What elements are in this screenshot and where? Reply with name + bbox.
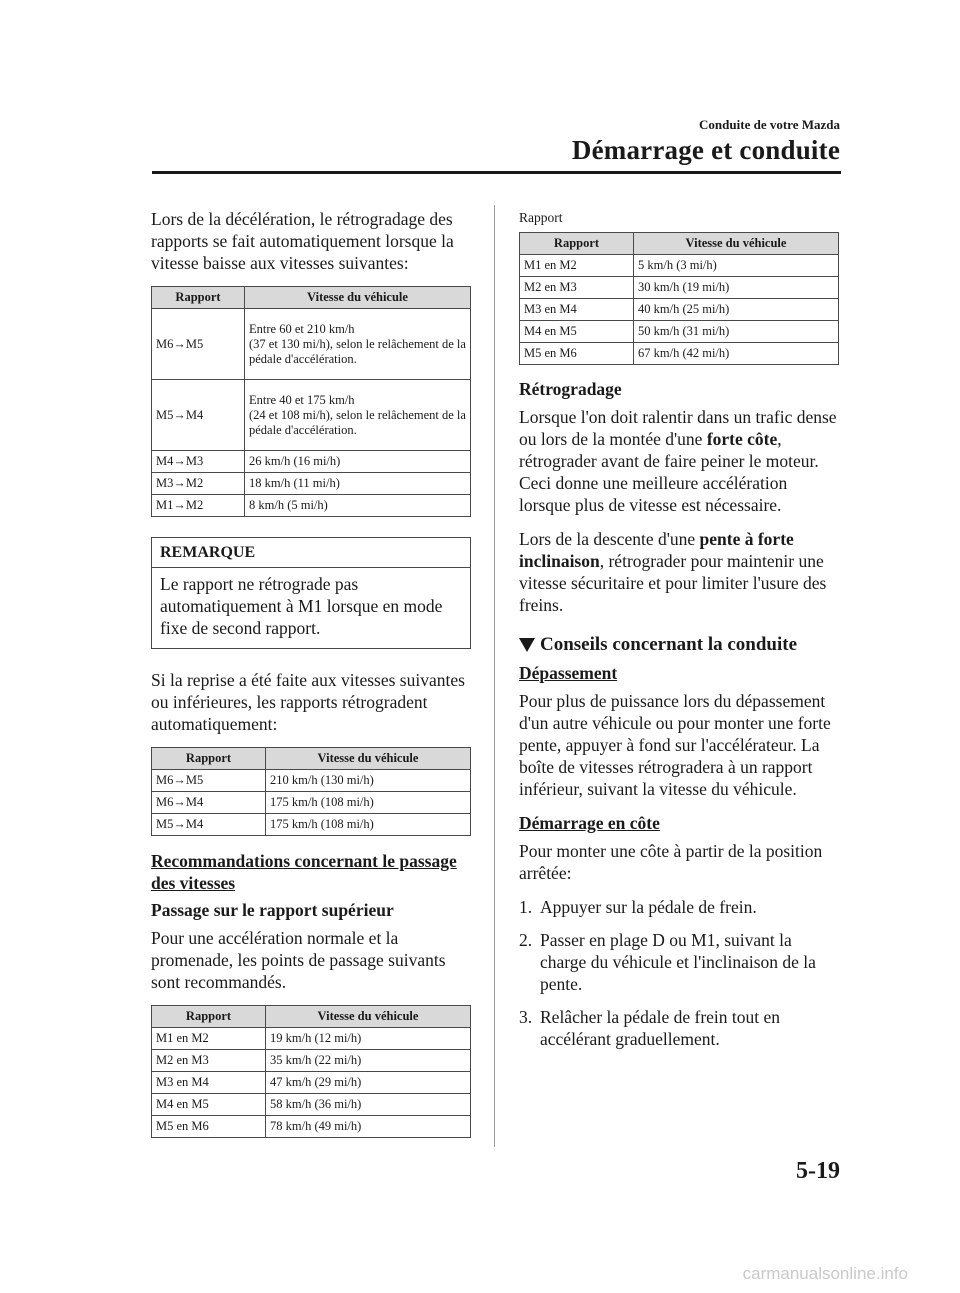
table-cell-gear: M4 en M5: [152, 1094, 266, 1116]
table-cell-gear: M3→M2: [152, 473, 245, 495]
table-cell-gear: M6→M5: [152, 309, 245, 380]
list-item: 2. Passer en plage D ou M1, suivant la charge du véhicule et l'inclinaison de la pente.: [519, 930, 816, 994]
table-cell-gear: M2 en M3: [520, 277, 634, 299]
table-row: [152, 814, 471, 836]
table-cell-speed: 78 km/h (49 mi/h): [266, 1116, 471, 1138]
table-row: [520, 277, 839, 299]
table-header-gear: Rapport: [520, 233, 634, 255]
moderate-upshift-table: [519, 232, 839, 365]
list-item: 1. Appuyer sur la pédale de frein.: [519, 897, 757, 917]
table-header-gear: Rapport: [152, 287, 245, 309]
table-cell-gear: M1→M2: [152, 495, 245, 517]
table-caption: Rapport: [519, 210, 563, 225]
table-cell-speed: Entre 40 et 175 km/h (24 et 108 mi/h), selon le relâchement de la pédale d'accélération.: [245, 380, 471, 451]
table-cell-gear: M3 en M4: [152, 1072, 266, 1094]
table-header-speed: Vitesse du véhicule: [245, 287, 471, 309]
table-cell-gear: M1 en M2: [152, 1028, 266, 1050]
table-cell-speed: 47 km/h (29 mi/h): [266, 1072, 471, 1094]
table-cell-speed: 35 km/h (22 mi/h): [266, 1050, 471, 1072]
downshift-paragraph-1: Lorsque l'on doit ralentir dans un trafic dense ou lors de la montée d'une forte côte, rétrograder avant de faire peiner le moteur. Ceci donne une meilleure accélération lorsque plus de vitesse est nécessaire.: [519, 407, 837, 515]
hill-start-heading: Démarrage en côte: [519, 813, 660, 833]
table-row: [152, 1050, 471, 1072]
table-cell-speed: 175 km/h (108 mi/h): [266, 814, 471, 836]
table-cell-speed: 58 km/h (36 mi/h): [266, 1094, 471, 1116]
table-cell-speed: 18 km/h (11 mi/h): [245, 473, 471, 495]
table-cell-gear: M1 en M2: [520, 255, 634, 277]
table-cell-speed: Entre 60 et 210 km/h (37 et 130 mi/h), selon le relâchement de la pédale d'accélération.: [245, 309, 471, 380]
driving-tips-heading: Conseils concernant la conduite: [519, 634, 839, 656]
watermark: carmanualsonline.info: [742, 1264, 908, 1283]
chapter-title: Démarrage et conduite: [571, 135, 840, 165]
table-row: [152, 770, 471, 792]
table-cell-gear: M3 en M4: [520, 299, 634, 321]
table-cell-speed: 40 km/h (25 mi/h): [634, 299, 839, 321]
table-row: [152, 495, 471, 517]
table-header-row: [152, 748, 471, 770]
table-cell-gear: M4→M3: [152, 451, 245, 473]
table-cell-speed: 67 km/h (42 mi/h): [634, 343, 839, 365]
table-row: [520, 255, 839, 277]
left-column: [151, 208, 471, 1138]
remark-body: Le rapport ne rétrograde pas automatiquement à M1 lorsque en mode fixe de second rapport.: [160, 574, 443, 638]
table-cell-speed: 210 km/h (130 mi/h): [266, 770, 471, 792]
table-header-row: [152, 1006, 471, 1028]
table-row: [152, 1028, 471, 1050]
downshift-heading: Rétrogradage: [519, 379, 622, 399]
table-cell-speed: 50 km/h (31 mi/h): [634, 321, 839, 343]
table-cell-speed: 175 km/h (108 mi/h): [266, 792, 471, 814]
table-row: [152, 473, 471, 495]
right-column: [519, 210, 839, 1061]
table-row: [152, 1116, 471, 1138]
table-cell-speed: 8 km/h (5 mi/h): [245, 495, 471, 517]
table-cell-gear: M2 en M3: [152, 1050, 266, 1072]
table-row: [152, 380, 471, 451]
table-cell-speed: 19 km/h (12 mi/h): [266, 1028, 471, 1050]
table-cell-speed: 5 km/h (3 mi/h): [634, 255, 839, 277]
kickdown-table: [151, 747, 471, 836]
hill-start-steps: [519, 896, 839, 1050]
table-cell-speed: 26 km/h (16 mi/h): [245, 451, 471, 473]
chapter-subtitle: Conduite de votre Mazda: [699, 117, 840, 132]
page-number: 5-19: [796, 1158, 840, 1184]
upshift-table: [151, 1005, 471, 1138]
table-header-row: [152, 287, 471, 309]
table-cell-gear: M5→M4: [152, 814, 266, 836]
shift-reco-heading: Recommandations concernant le passage des vitesses: [151, 851, 457, 893]
hill-start-text: Pour monter une côte à partir de la position arrêtée:: [519, 841, 823, 883]
table-header-row: [520, 233, 839, 255]
table-header-speed: Vitesse du véhicule: [266, 1006, 471, 1028]
table-row: [520, 321, 839, 343]
table-header-speed: Vitesse du véhicule: [634, 233, 839, 255]
kickdown-intro: Si la reprise a été faite aux vitesses suivantes ou inférieures, les rapports rétrogradent automatiquement:: [151, 670, 465, 734]
table-row: [520, 343, 839, 365]
table-row: [520, 299, 839, 321]
list-item: 3. Relâcher la pédale de frein tout en accélérant graduellement.: [519, 1007, 781, 1049]
table-cell-gear: M5 en M6: [520, 343, 634, 365]
remark-title: REMARQUE: [152, 538, 470, 568]
table-cell-gear: M6→M4: [152, 792, 266, 814]
table-header-gear: Rapport: [152, 1006, 266, 1028]
decel-downshift-table: [151, 286, 471, 517]
remark-box: [151, 537, 471, 649]
table-cell-speed: 30 km/h (19 mi/h): [634, 277, 839, 299]
table-header-speed: Vitesse du véhicule: [266, 748, 471, 770]
table-row: [152, 309, 471, 380]
table-cell-gear: M6→M5: [152, 770, 266, 792]
passing-heading: Dépassement: [519, 663, 618, 683]
triangle-down-icon: [519, 638, 535, 652]
header-rule: [152, 171, 841, 174]
column-divider: [494, 205, 495, 1147]
table-row: [152, 1094, 471, 1116]
downshift-paragraph-2: Lors de la descente d'une pente à forte inclinaison, rétrograder pour maintenir une vitesse sécuritaire et pour limiter l'usure des freins.: [519, 529, 827, 615]
upshift-heading: Passage sur le rapport supérieur: [151, 900, 394, 920]
table-header-gear: Rapport: [152, 748, 266, 770]
table-row: [152, 792, 471, 814]
table-row: [152, 451, 471, 473]
table-cell-gear: M4 en M5: [520, 321, 634, 343]
table-row: [152, 1072, 471, 1094]
table-cell-gear: M5 en M6: [152, 1116, 266, 1138]
passing-text: Pour plus de puissance lors du dépassement d'un autre véhicule ou pour monter une forte pente, appuyer à fond sur l'accélérateur. La boîte de vitesses rétrogradera à un rapport inférieur, suivant la vitesse du véhicule.: [519, 691, 831, 799]
decel-intro: Lors de la décélération, le rétrogradage des rapports se fait automatiquement lorsque la vitesse baisse aux vitesses suivantes:: [151, 209, 454, 273]
table-cell-gear: M5→M4: [152, 380, 245, 451]
upshift-text: Pour une accélération normale et la promenade, les points de passage suivants sont recommandés.: [151, 928, 446, 992]
